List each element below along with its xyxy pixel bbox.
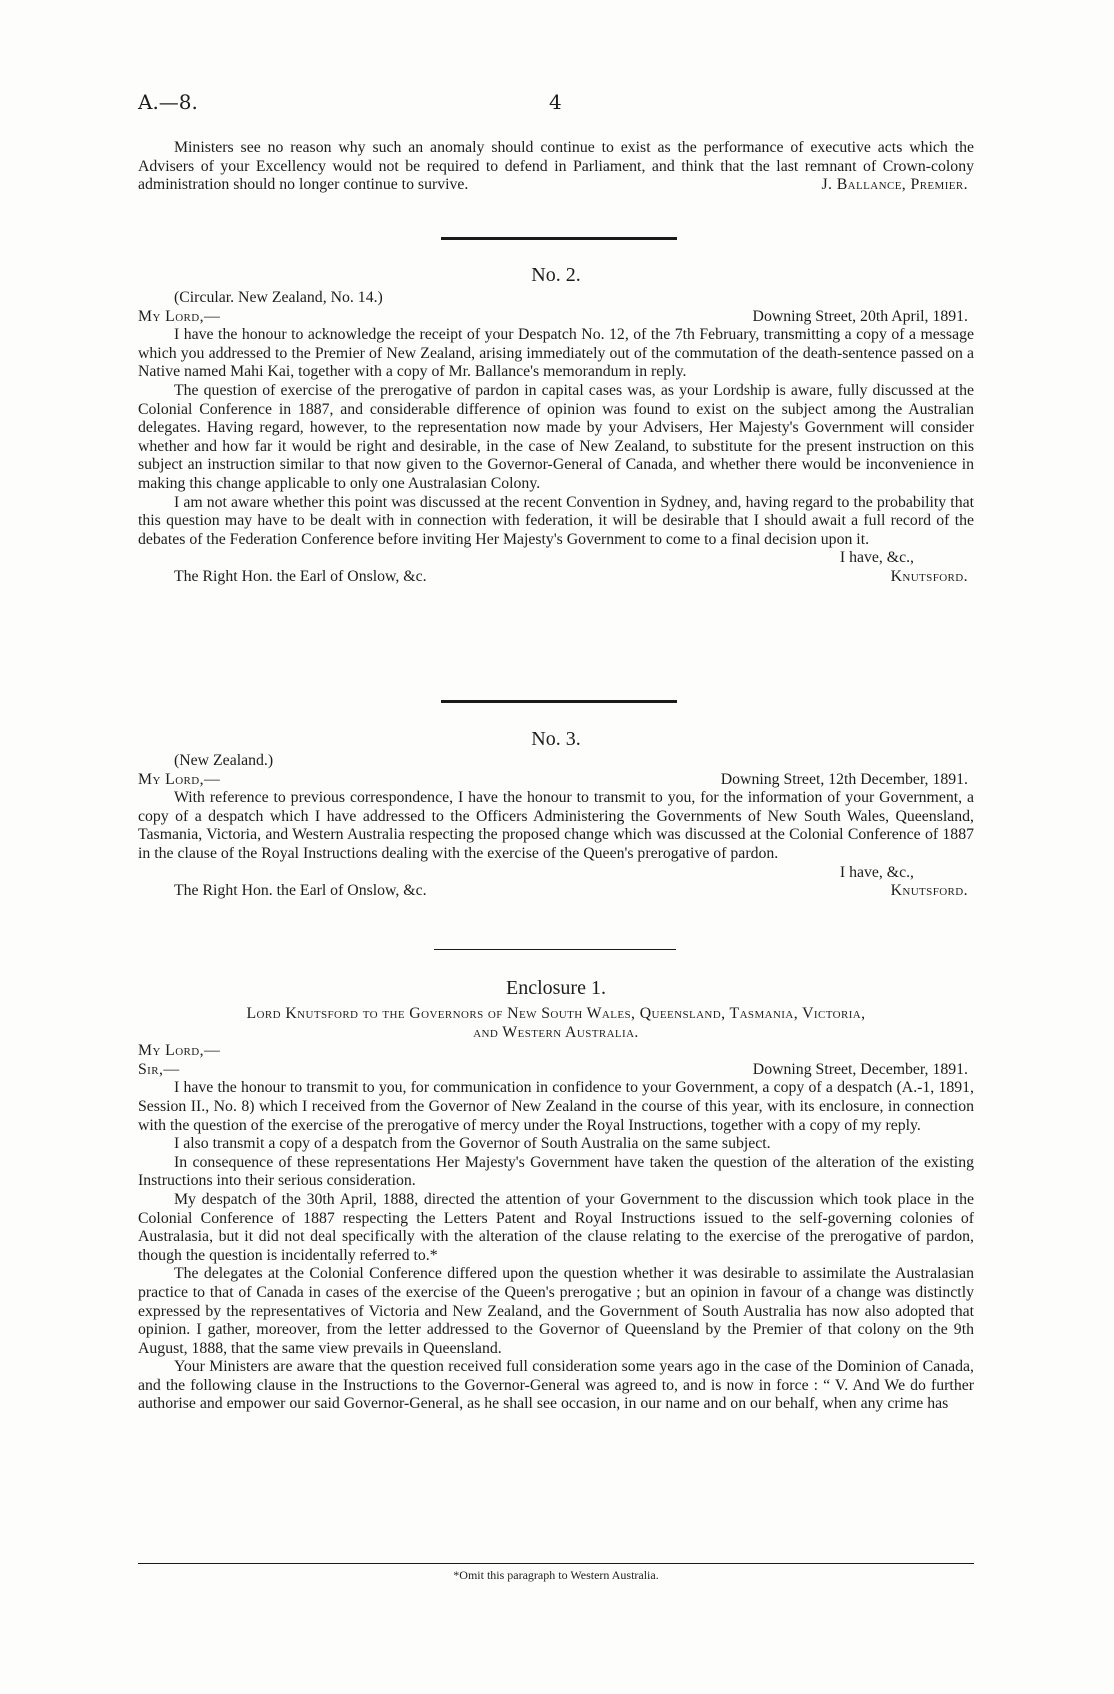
no3-salutation: My Lord,— xyxy=(138,770,221,788)
no2-salutation-row xyxy=(138,308,974,327)
no2-section xyxy=(138,289,974,587)
no2-sign-row xyxy=(138,568,974,587)
no2-paragraph-3: I am not aware whether this point was discussed at the recent Convention in Sydney, and, having regard to the probability that this question may have to be dealt with in connection with federation, it will be desirable that I should await a full record of the debates of the Federation Conference before inviting Her Majesty's Government to come to a final decision upon it. xyxy=(138,493,974,548)
footnote-rule xyxy=(138,1563,974,1564)
no3-salutation-row xyxy=(138,771,974,790)
section-heading-no3: No. 3. xyxy=(531,728,581,750)
enclosure1-paragraph-4: My despatch of the 30th April, 1888, directed the attention of your Government to the discussion which took place in the Colonial Conference of 1887 respecting the Letters Patent and Royal Instructions issued to the self-governing colonies of Australasia, but it did not deal specifically with the alteration of the clause relating to the exercise of the prerogative of pardon, though the question is incidentally referred to.* xyxy=(138,1190,974,1264)
section-heading-enclosure1: Enclosure 1. xyxy=(506,977,606,999)
enclosure1-paragraph-1: I have the honour to transmit to you, for communication in confidence to your Government, a copy of a despatch (A.-1, 1891, Session II., No. 8) which I received from the Governor of New Zealand in the course of this year, with its enclosure, in connection with the question of the exercise of the prerogative of mercy under the Royal Instructions, together with a copy of my reply. xyxy=(138,1079,974,1134)
enclosure1-subtitle-line2: and Western Australia. xyxy=(473,1023,639,1041)
no3-paragraph-1: With reference to previous correspondence, I have the honour to transmit to you, for the information of your Government, a copy of a despatch which I have addressed to the Officers Administering the Governments of New South Wales, Queensland, Tasmania, Victoria, and Western Australia respecting the proposed change which was discussed at the Colonial Conference of 1887 in the clause of the Royal Instructions dealing with the exercise of the Queen's prerogative of pardon. xyxy=(138,789,974,862)
page-number: 4 xyxy=(549,90,562,114)
page-header xyxy=(138,90,974,120)
enclosure1-subtitle-line1: Lord Knutsford to the Governors of New South Wales, Queensland, Tasmania, Victoria, xyxy=(246,1005,866,1022)
section-divider xyxy=(441,237,677,240)
no3-closing: I have, &c., xyxy=(839,863,914,881)
enclosure1-salutation-2: Sir,— xyxy=(138,1060,180,1078)
no2-place-date: Downing Street, 20th April, 1891. xyxy=(752,307,968,325)
no3-sign-row xyxy=(138,882,974,901)
intro-signature: J. Ballance, Premier. xyxy=(821,176,968,194)
section-divider xyxy=(441,700,677,703)
enclosure1-salutation-row xyxy=(138,1061,974,1080)
no2-paragraph-1: I have the honour to acknowledge the receipt of your Despatch No. 12, of the 7th February, transmitting a copy of a message which you addressed to the Premier of New Zealand, arising immediately out of the commutation of the death-sentence passed on a Native named Mahi Kai, together with a copy of Mr. Ballance's memorandum in reply. xyxy=(138,326,974,381)
enclosure1-paragraph-3: In consequence of these representations Her Majesty's Government have taken the question of the alteration of the existing Instructions into their serious consideration. xyxy=(138,1153,974,1190)
document-reference: A.—8. xyxy=(138,90,198,114)
no2-salutation: My Lord,— xyxy=(138,307,221,325)
section-heading-no2: No. 2. xyxy=(531,264,581,286)
intro-paragraph: Ministers see no reason why such an anomaly should continue to exist as the performance of executive acts which the Advisers of your Excellency would not be required to defend in Parliament, and think that the last remnant of Crown-colony administration should no longer continue to survive. xyxy=(138,139,974,194)
no3-circular: (New Zealand.) xyxy=(174,752,274,769)
enclosure1-place-date: Downing Street, December, 1891. xyxy=(752,1060,968,1078)
no3-addressee: The Right Hon. the Earl of Onslow, &c. xyxy=(174,882,427,900)
no2-signature: Knutsford. xyxy=(890,567,968,585)
enclosure1-paragraph-6: Your Ministers are aware that the question received full consideration some years ago in the case of the Dominion of Canada, and the following clause in the Instructions to the Governor-General was agreed to, and is now in force : “ V. And We do further authorise and empower our said Governor-General, as he shall see occasion, in our name and on our behalf, when any crime has xyxy=(138,1358,974,1413)
no3-section xyxy=(138,752,974,901)
intro-section xyxy=(138,139,974,195)
no2-circular: (Circular. New Zealand, No. 14.) xyxy=(174,289,383,306)
no2-paragraph-2: The question of exercise of the prerogative of pardon in capital cases was, as your Lordship is aware, fully discussed at the Colonial Conference in 1887, and considerable difference of opinion was found to exist on the subject among the Australian delegates. Having regard, however, to the representation now made by your Advisers, Her Majesty's Government will consider whether and how far it would be right and desirable, in the case of New Zealand, to substitute for the present instruction on this subject an instruction similar to that now given to the Governor-General of Canada, and whether there would be inconvenience in making this change applicable to only one Australasian Colony. xyxy=(138,381,974,492)
enclosure1-section xyxy=(138,1005,974,1414)
no2-closing: I have, &c., xyxy=(839,549,914,567)
section-divider xyxy=(434,949,676,950)
no2-addressee: The Right Hon. the Earl of Onslow, &c. xyxy=(174,567,427,585)
no3-signature: Knutsford. xyxy=(890,882,968,900)
footnote: *Omit this paragraph to Western Australia. xyxy=(453,1568,659,1582)
no3-place-date: Downing Street, 12th December, 1891. xyxy=(720,770,968,788)
enclosure1-paragraph-5: The delegates at the Colonial Conference differed upon the question whether it was desirable to assimilate the Australasian practice to that of Canada in cases of the exercise of the Queen's prerogative ; but an opinion in favour of a change was distinctly expressed by the representatives of Victoria and New Zealand, and the Government of South Australia has now also adopted that opinion. I gather, moreover, from the letter addressed to the Governor of Queensland by the Premier of that colony on the 9th August, 1888, that the same view prevails in Queensland. xyxy=(138,1265,974,1357)
enclosure1-paragraph-2: I also transmit a copy of a despatch from the Governor of South Australia on the same subject. xyxy=(174,1135,771,1153)
enclosure1-salutation-1: My Lord,— xyxy=(138,1042,221,1060)
